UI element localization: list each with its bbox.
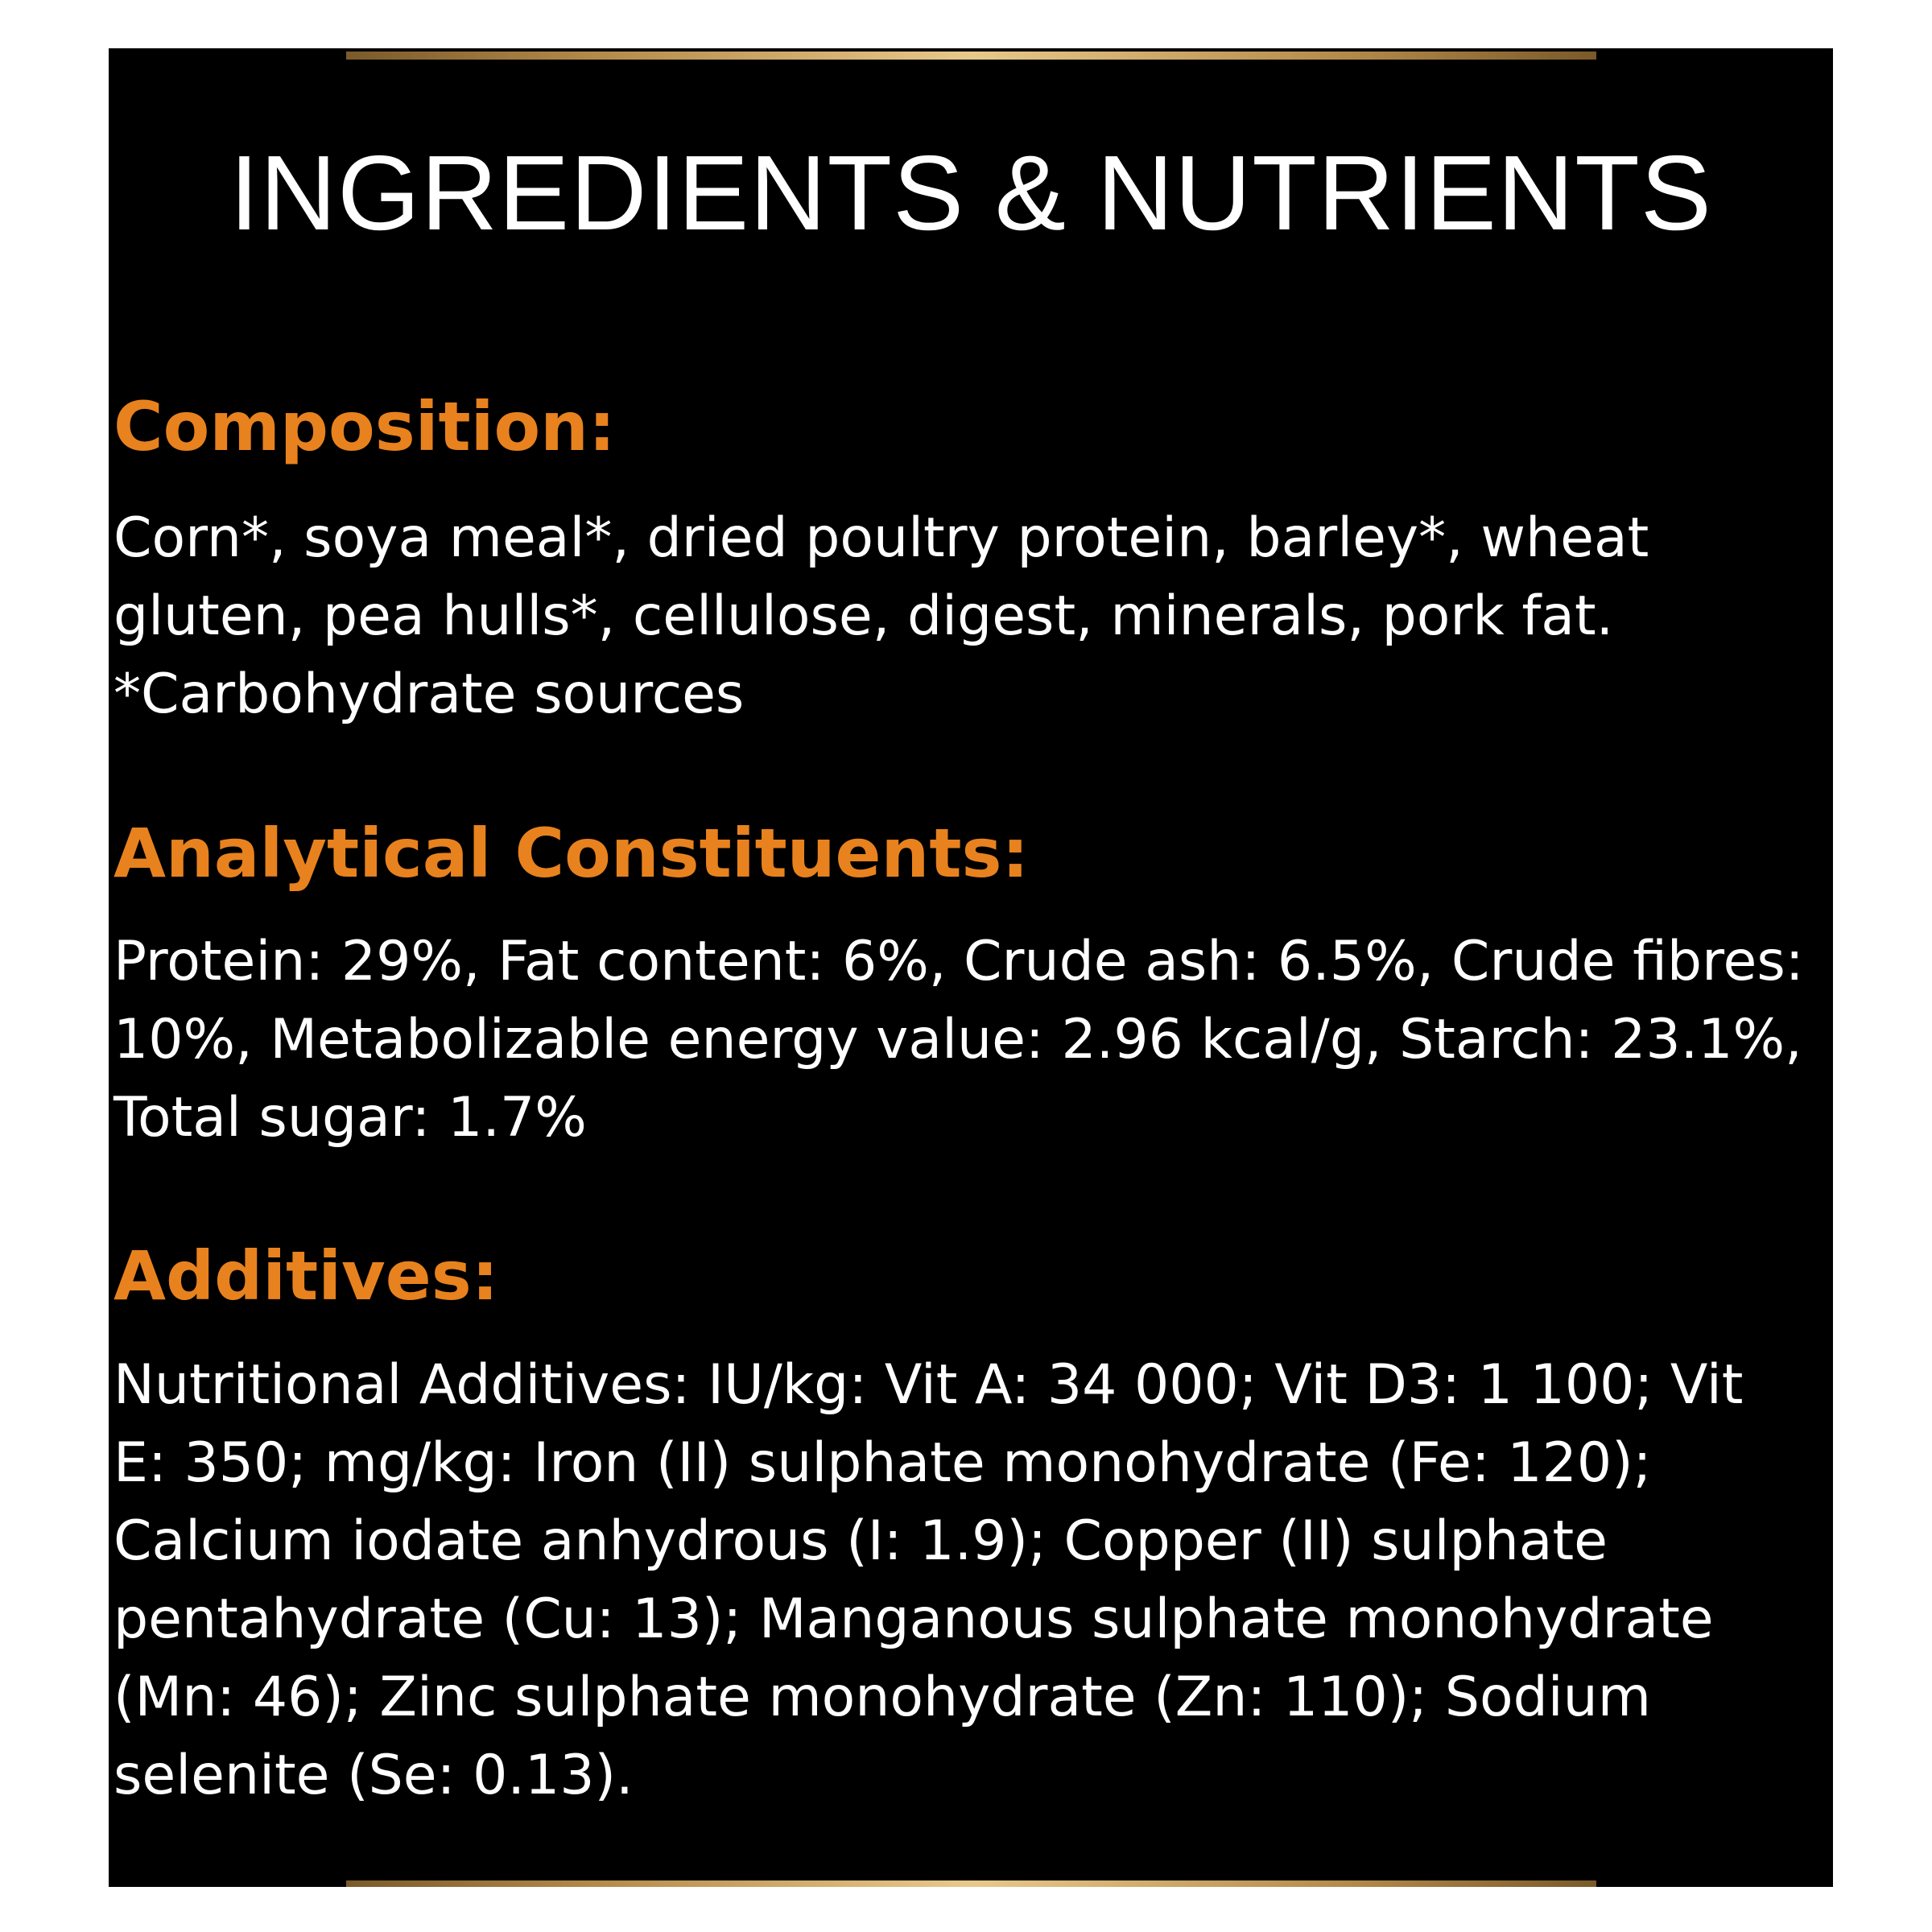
additives-text: Nutritional Additives: IU/kg: Vit A: 34 000; Vit D3: 1 100; Vit E: 350; mg/kg: Iron (II) sulphate monohydrate (Fe: 120); Calcium iodate anhydrous (I: 1.9); Copper (II) sulphate pentahydrate (Cu: 13); Manganous sulphate monohydrate (Mn: 46); Zinc sulphate monohydrate (Zn: 110); Sodium selenite (Se: 0.13). [114,1353,1744,1807]
page-title: INGREDIENTS & NUTRIENTS [229,134,1712,252]
analytical-constituents-heading: Analytical Constituents: [114,814,1030,893]
composition-text: Corn*, soya meal*, dried poultry protein, barley*, wheat gluten, pea hulls*, cellulose, digest, minerals, pork fat. *Carbohydrate sources [114,506,1649,726]
composition-heading: Composition: [114,387,616,466]
analytical-constituents-text: Protein: 29%, Fat content: 6%, Crude ash: 6.5%, Crude fibres: 10%, Metabolizable energy value: 2.96 kcal/g, Starch: 23.1%, Total sugar: 1.7% [114,930,1804,1150]
gold-divider-top [346,52,1596,60]
ingredients-panel [109,48,1833,1887]
additives-heading: Additives: [114,1236,499,1315]
gold-divider-bottom [346,1880,1596,1887]
